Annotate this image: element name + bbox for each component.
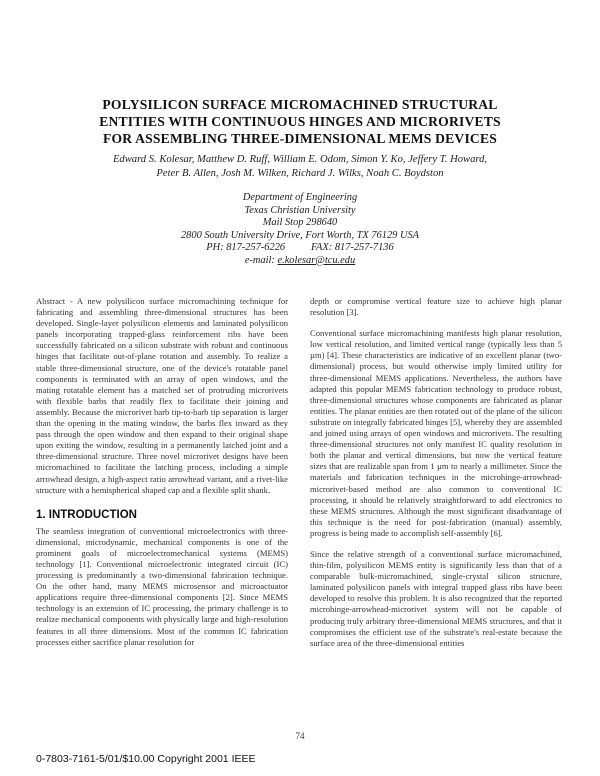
author-line: Peter B. Allen, Josh M. Wilken, Richard J. Wilks, Noah C. Boydston: [156, 168, 444, 179]
title-line: FOR ASSEMBLING THREE-DIMENSIONAL MEMS DEVICES: [103, 131, 497, 146]
title-line: POLYSILICON SURFACE MICROMACHINED STRUCTURAL: [102, 97, 498, 112]
author-list: [80, 153, 520, 181]
email-link[interactable]: e.kolesar@tcu.edu: [277, 254, 356, 266]
right-column: [310, 296, 562, 649]
email-row: [140, 255, 460, 268]
paper-title: [60, 96, 540, 147]
left-column: [36, 296, 288, 648]
phone-fax: PH: 817-257-6226 FAX: 817-257-7136: [206, 242, 394, 253]
body-paragraph: Conventional surface micromachining manifests high planar resolution, low vertical resolution, and limited vertical range (typically less than 5 µm) [4]. These characteristics are indicative of an excellent planar (two-dimensional) process, but would otherwise imply limited utility for three-dimensional MEMS applications. Nevertheless, the authors have adapted this popular MEMS fabrication technology to produce robust, three-dimensional structures whose components are fabricated as planar entities. The planar entities are then rotated out of the plane of the silicon substrate on integrally fabricated hinges [5], whereby they are assembled and joined using arrays of open windows and microrivets. The resulting three-dimensional structures not only manifest IC quality resolution in both the planar and vertical dimensions, but now the vertical feature sizes that are realizable span from 1 µm to nearly a millimeter. Since the materials and fabrication techniques in the microhinge-arrowhead-microrivet-based method are also common to conventional IC processing, it should be relatively straightforward to add electronics to these MEMS structures. Although the most significant disadvantage of this technique is the need for post-fabrication (manual) assembly, progress is being made to accomplish self-assembly [6].: [310, 328, 562, 538]
section-heading-introduction: 1. INTRODUCTION: [36, 508, 137, 521]
copyright-line: 0-7803-7161-5/01/$10.00 Copyright 2001 IEEE: [36, 753, 256, 765]
author-line: Edward S. Kolesar, Matthew D. Ruff, William E. Odom, Simon Y. Ko, Jeffery T. Howard,: [112, 154, 488, 165]
university: Texas Christian University: [244, 204, 356, 216]
body-paragraph: depth or compromise vertical feature size to achieve high planar resolution [3].: [310, 296, 562, 318]
street-address: 2800 South University Drive, Fort Worth, TX 76129 USA: [180, 229, 419, 241]
title-line: ENTITIES WITH CONTINUOUS HINGES AND MICRORIVETS: [99, 114, 501, 129]
page-number: 74: [295, 731, 305, 741]
department: Department of Engineering: [242, 192, 358, 203]
mail-stop: Mail Stop 298640: [262, 217, 338, 228]
affiliation-block: [140, 192, 460, 267]
email-label: e-mail:: [244, 254, 275, 266]
body-paragraph: Since the relative strength of a conventional surface micromachined, thin-film, polysilicon MEMS entity is significantly less than that of a comparable bulk-micromachined, single-crystal silicon structure, laminated polysilicon panels with integral trapped glass ribs have been developed to resolve this problem. It is also recognized that the reported microhinge-arrowhead-microrivet system will not be capable of producing truly arbitrary three-dimensional MEMS structures, and that it compromises the efficient use of the substrate's real-estate because the surface area of the three-dimensional entities: [310, 548, 562, 648]
abstract-paragraph: Abstract - A new polysilicon surface micromachining technique for fabricating and assembling three-dimensional structures has been developed. Single-layer polysilicon elements and laminated polysilicon panels incorporating trapped-glass reinforcement ribs have been successfully fabricated on a silicon substrate with robust and continuous hinges that facilitate out-of-plane rotation and assembly. To realize a stable three-dimensional structure, one of the device's rotatable panel components is terminated with an array of open windows, and the mating rotatable element has a matched set of protruding microrivets with flexible barbs that readily flex to facilitate their joining and assembly. Because the microrivet barb tip-to-barb tip separation is larger than the opening in the mating window, the barbs flex inward as they pass through the open window and then expand to their original shape upon exiting the window, resulting in a permanently latched joint and a three-dimensional structure. Three novel microrivet designs have been micromachined to facilitate the latching process, including a simple arrowhead design, a high-aspect ratio arrowhead variant, and a rivet-like structure with a hemispherical shaped cap and a flexible split shank.: [36, 296, 288, 495]
body-paragraph: The seamless integration of conventional microelectronics with three-dimensional, microdynamic, mechanical components is one of the prominent goals of microelectromechanical systems (MEMS) technology [1]. Conventional microelectronic integrated circuit (IC) processing is predominantly a two-dimensional fabrication technique. On the other hand, many MEMS microsensor and microactuator applications require three-dimensional components [2]. Since MEMS technology is an extension of IC processing, the primary challenge is to realize mechanical components with physically large and high-resolution features in all three dimensions. Most of the common IC fabrication processes either sacrifice planar resolution for: [36, 525, 288, 647]
